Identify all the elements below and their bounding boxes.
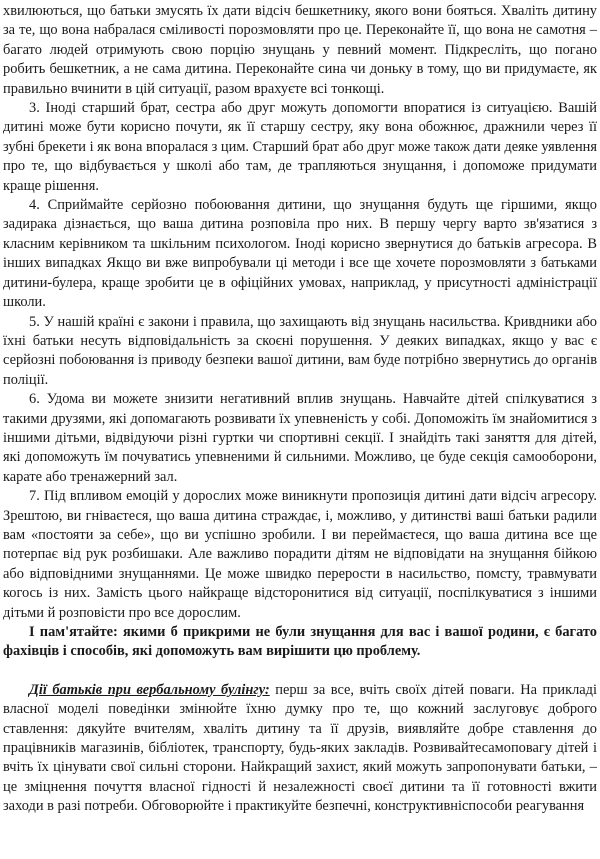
paragraph-verbal-bullying — [3, 681, 597, 817]
paragraph-item-4: 4. Сприймайте серйозно побоювання дитини, що знущання будуть ще гіршими, якщо задирака дізнається, що ваша дитина розповіла про них. В першу чергу варто зв'язатися з класним керівником та шкільним психологом. Іноді корисно звернутися до батьків агресора. В інших випадках Якщо ви вже випробували ці методи і все ще хочете порозмовляти з батьками дитини-булера, краще зробити це в офіційних умовах, наприклад, у присутності адміністрації школи. — [3, 197, 597, 311]
paragraph-spacer — [3, 662, 597, 681]
bold-reminder-note: І пам'ятайте: якими б прикрими не були знущання для вас і вашої родини, є багато фахівців і способів, які допоможуть вам вирішити цю проблему. — [3, 624, 597, 660]
paragraph-item-6: 6. Удома ви можете знизити негативний вплив знущань. Навчайте дітей спілкуватися з такими друзями, які допомагають розвивати їх упевненість у собі. Допоможіть їм знайомитися з іншими дітьми, відвідуючи різні гуртки чи спортивні секції. І знайдіть такі заняття для дітей, які допоможуть їм почуватись упевненими й сильними. Можливо, це буде секція самооборони, карате або тренажерний зал. — [3, 391, 597, 485]
section-body-verbal-bullying: перш за все, вчіть своїх дітей поваги. На прикладі власної моделі поведінки змінюйте їхню думку про те, що кожний заслуговує доброго ставлення: дякуйте вчителям, хваліть дитину та її друзів, виявляйте добре ставлення до працівників магазинів, бібліотек, транспорту, будь-яких закладів. Розвивайтесамоповагу дітей і вчіть їх цінувати свої сильні сторони. Найкращий захист, який можуть запропонувати батьки, – це зміцнення почуття власної гідності й незалежності своєї дитини та її готовності вжити заходи в разі потреби. Обговорюйте і практикуйте безпечні, конструктивніспособи реагування — [3, 681, 597, 815]
paragraph-item-5: 5. У нашій країні є закони і правила, що захищають від знущань насильства. Кривдники або їхні батьки несуть відповідальність за скоєні порушення. У деяких випадках, якщо у вас є серйозні побоювання із приводу безпеки вашої дитини, вам буде потрібно звернутись до органів поліції. — [3, 313, 597, 388]
section-title-verbal-bullying: Дії батьків при вербальному булінгу: — [29, 681, 270, 698]
paragraph-item-3: 3. Іноді старший брат, сестра або друг можуть допомогти впоратися із ситуацією. Вашій дитині може бути корисно почути, як її старшу сестру, яку вона обожнює, дражнили через її зубні брекети і як вона впоралася з цим. Старший брат або друг може також дати деяке уявлення про те, що відбувається у школі або там, де трапляються знущання, і допоможе придумати краще рішення. — [3, 100, 597, 194]
paragraph-intro-continued: хвилюються, що батьки змусять їх дати відсіч бешкетнику, якого вони бояться. Хваліть дитину за те, що вона набралася сміливості порозмовляти про це. Переконайте її, що вона не самотня – багато людей отримують свою порцію знущань у певний момент. Підкресліть, що погано робить бешкетник, а не сама дитина. Переконайте сина чи доньку в тому, що ви придумаєте, як правильно вчинити в цій ситуації, разом врахуєте всі тонкощі. — [3, 3, 597, 97]
paragraph-item-7: 7. Під впливом емоцій у дорослих може виникнути пропозиція дитині дати відсіч агресору. Зрештою, ви гніваєтеся, що ваша дитина страждає, і, можливо, у дитинстві ваші батьки радили вам «постояти за себе», що ви успішно зробили. І ви переймаєтеся, що ваша дитина все ще потерпає від рук розбишаки. Але важливо порадити дітям не відповідати на знущання бійкою або відповідними знущаннями. Це може швидко перерости в насильство, помсту, травмувати когось із них. Замість цього найкраще відсторонитися від ситуації, поспілкуватися з іншими дітьми й розповісти про все дорослим. — [3, 488, 597, 621]
